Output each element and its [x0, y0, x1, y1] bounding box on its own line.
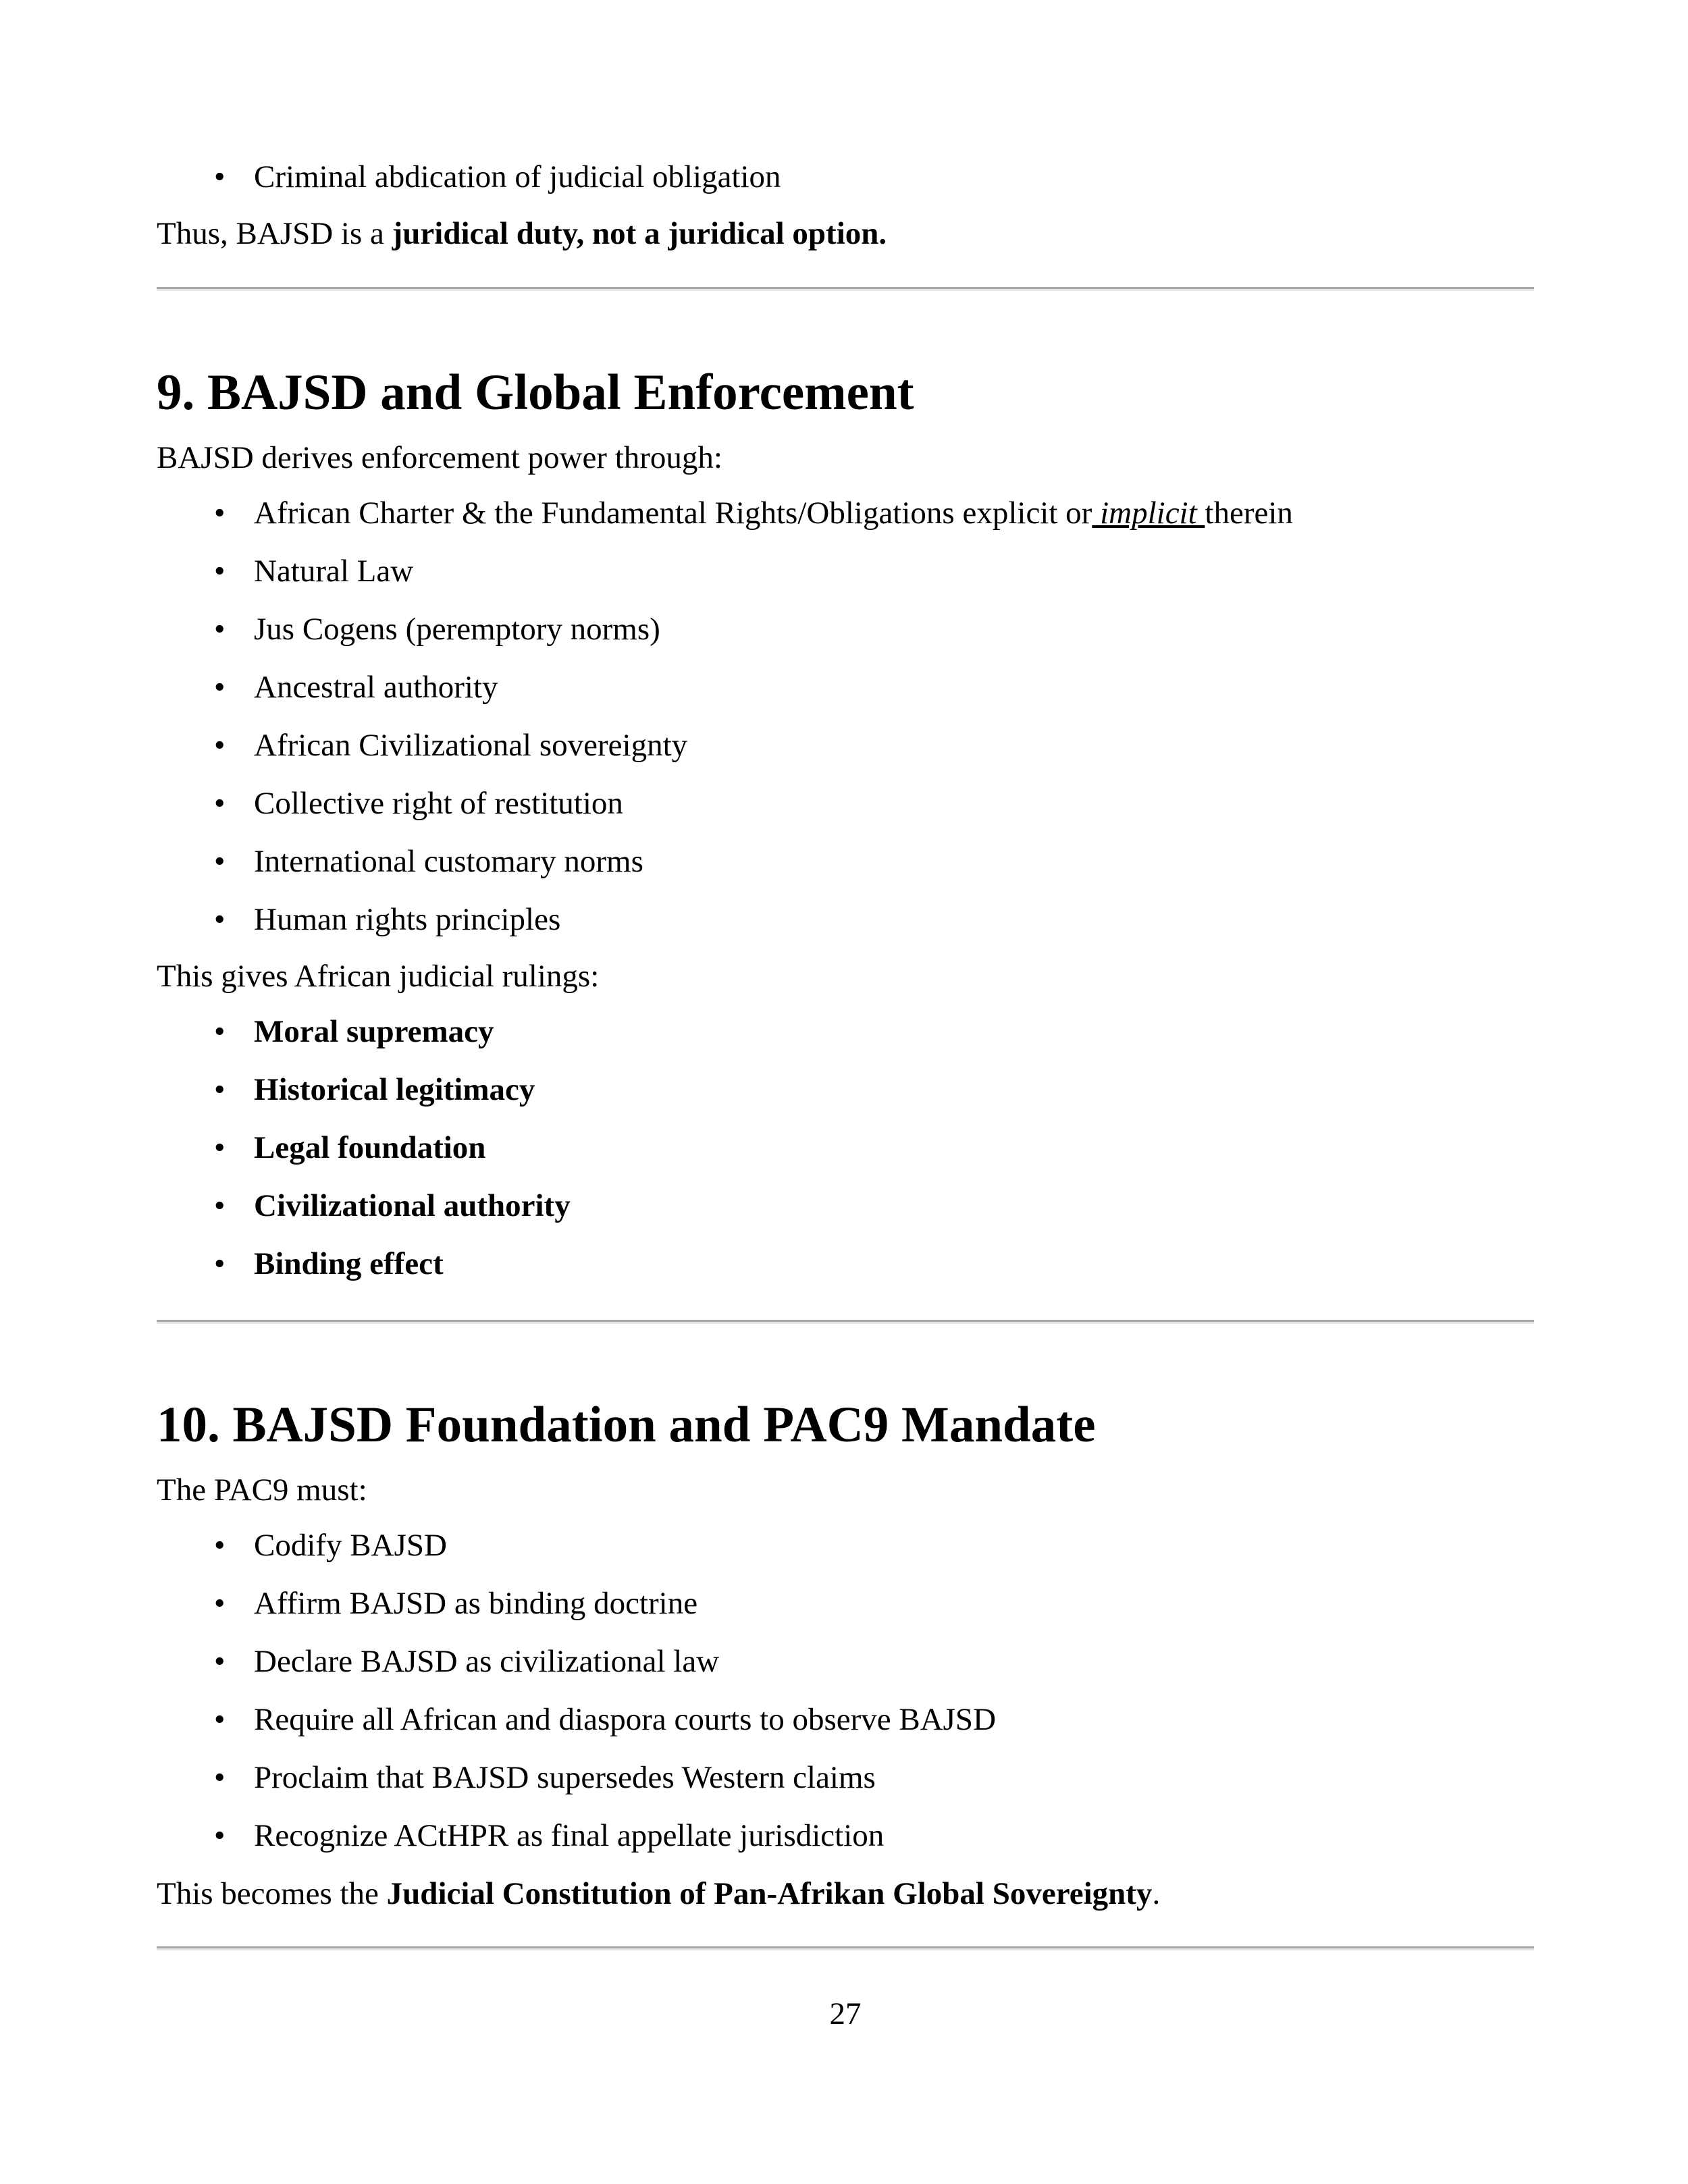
section-10-conclusion: [157, 1873, 1160, 1914]
list-item-text: Civilizational authority: [254, 1188, 571, 1223]
list-item: [214, 667, 498, 708]
list-item: [214, 493, 1293, 533]
list-item: [214, 1244, 444, 1284]
list-item-text: Recognize ACtHPR as final appellate jurisdiction: [254, 1818, 885, 1853]
section-9-gives-intro: This gives African judicial rulings:: [157, 959, 600, 994]
list-item-text: therein: [1205, 496, 1293, 531]
bullet-glyph: •: [214, 554, 226, 589]
bullet-glyph: •: [214, 1014, 226, 1049]
list-item-text: African Charter & the Fundamental Rights/Obligations explicit or: [254, 496, 1092, 531]
bullet-glyph: •: [214, 786, 226, 821]
list-item: [214, 783, 623, 824]
document-page: [157, 0, 1534, 2184]
bullet-glyph: •: [214, 612, 226, 647]
page-number: 27: [829, 1996, 862, 2031]
section-10-heading: 10. BAJSD Foundation and PAC9 Mandate: [157, 1397, 1096, 1453]
list-item-text: Codify BAJSD: [254, 1528, 447, 1563]
bullet-glyph: •: [214, 159, 226, 194]
list-item: [214, 609, 660, 649]
list-item-text: African Civilizational sovereignty: [254, 728, 688, 763]
list-item: [214, 899, 560, 940]
top-conclusion-bold: juridical duty, not a juridical option.: [392, 216, 887, 251]
list-item: [214, 1011, 494, 1052]
list-item-text: Require all African and diaspora courts to observe BAJSD: [254, 1702, 997, 1737]
bullet-glyph: •: [214, 670, 226, 705]
list-item-text: Legal foundation: [254, 1130, 486, 1165]
implicit-emphasis: implicit: [1092, 496, 1205, 531]
bullet-glyph: •: [214, 1072, 226, 1107]
list-item-text: Collective right of restitution: [254, 786, 623, 821]
list-item: [214, 841, 643, 882]
list-item-text: Jus Cogens (peremptory norms): [254, 612, 660, 647]
list-item-text: Historical legitimacy: [254, 1072, 535, 1107]
list-item-text: Criminal abdication of judicial obligation: [254, 159, 781, 194]
list-item: [214, 1641, 719, 1682]
list-item: [214, 1583, 697, 1624]
list-item: [214, 157, 781, 197]
list-item: [214, 1757, 876, 1798]
bullet-glyph: •: [214, 1246, 226, 1281]
list-item-text: Binding effect: [254, 1246, 444, 1281]
bullet-glyph: •: [214, 1702, 226, 1737]
list-item-text: Ancestral authority: [254, 670, 498, 705]
list-item-text: Declare BAJSD as civilizational law: [254, 1644, 720, 1679]
list-item: [214, 1186, 571, 1226]
bullet-glyph: •: [214, 1644, 226, 1679]
bullet-glyph: •: [214, 1760, 226, 1795]
list-item-text: Human rights principles: [254, 902, 561, 937]
horizontal-rule: [157, 287, 1534, 291]
list-item-text: Proclaim that BAJSD supersedes Western claims: [254, 1760, 876, 1795]
section-10-conclusion-suffix: .: [1152, 1876, 1161, 1911]
list-item: [214, 551, 413, 591]
section-9-heading: 9. BAJSD and Global Enforcement: [157, 365, 914, 421]
bullet-glyph: •: [214, 844, 226, 879]
bullet-glyph: •: [214, 728, 226, 763]
bullet-glyph: •: [214, 1188, 226, 1223]
horizontal-rule: [157, 1946, 1534, 1950]
section-10-conclusion-bold: Judicial Constitution of Pan-Afrikan Global Sovereignty: [386, 1876, 1153, 1911]
list-item-text: International customary norms: [254, 844, 643, 879]
bullet-glyph: •: [214, 902, 226, 937]
bullet-glyph: •: [214, 1528, 226, 1563]
list-item-text: Affirm BAJSD as binding doctrine: [254, 1586, 698, 1621]
horizontal-rule: [157, 1320, 1534, 1324]
list-item-text: Moral supremacy: [254, 1014, 494, 1049]
list-item: [214, 1525, 447, 1566]
list-item: [214, 1815, 884, 1856]
list-item: [214, 725, 687, 766]
list-item: [214, 1699, 996, 1740]
list-item: [214, 1069, 535, 1110]
section-10-conclusion-prefix: This becomes the: [157, 1876, 387, 1911]
list-item: [214, 1127, 485, 1168]
bullet-glyph: •: [214, 1586, 226, 1621]
list-item-text: Natural Law: [254, 554, 414, 589]
bullet-glyph: •: [214, 496, 226, 531]
bullet-glyph: •: [214, 1818, 226, 1853]
section-9-intro: BAJSD derives enforcement power through:: [157, 440, 722, 475]
top-conclusion-prefix: Thus, BAJSD is a: [157, 216, 392, 251]
top-conclusion: [157, 213, 887, 254]
bullet-glyph: •: [214, 1130, 226, 1165]
section-10-intro: The PAC9 must:: [157, 1472, 367, 1508]
